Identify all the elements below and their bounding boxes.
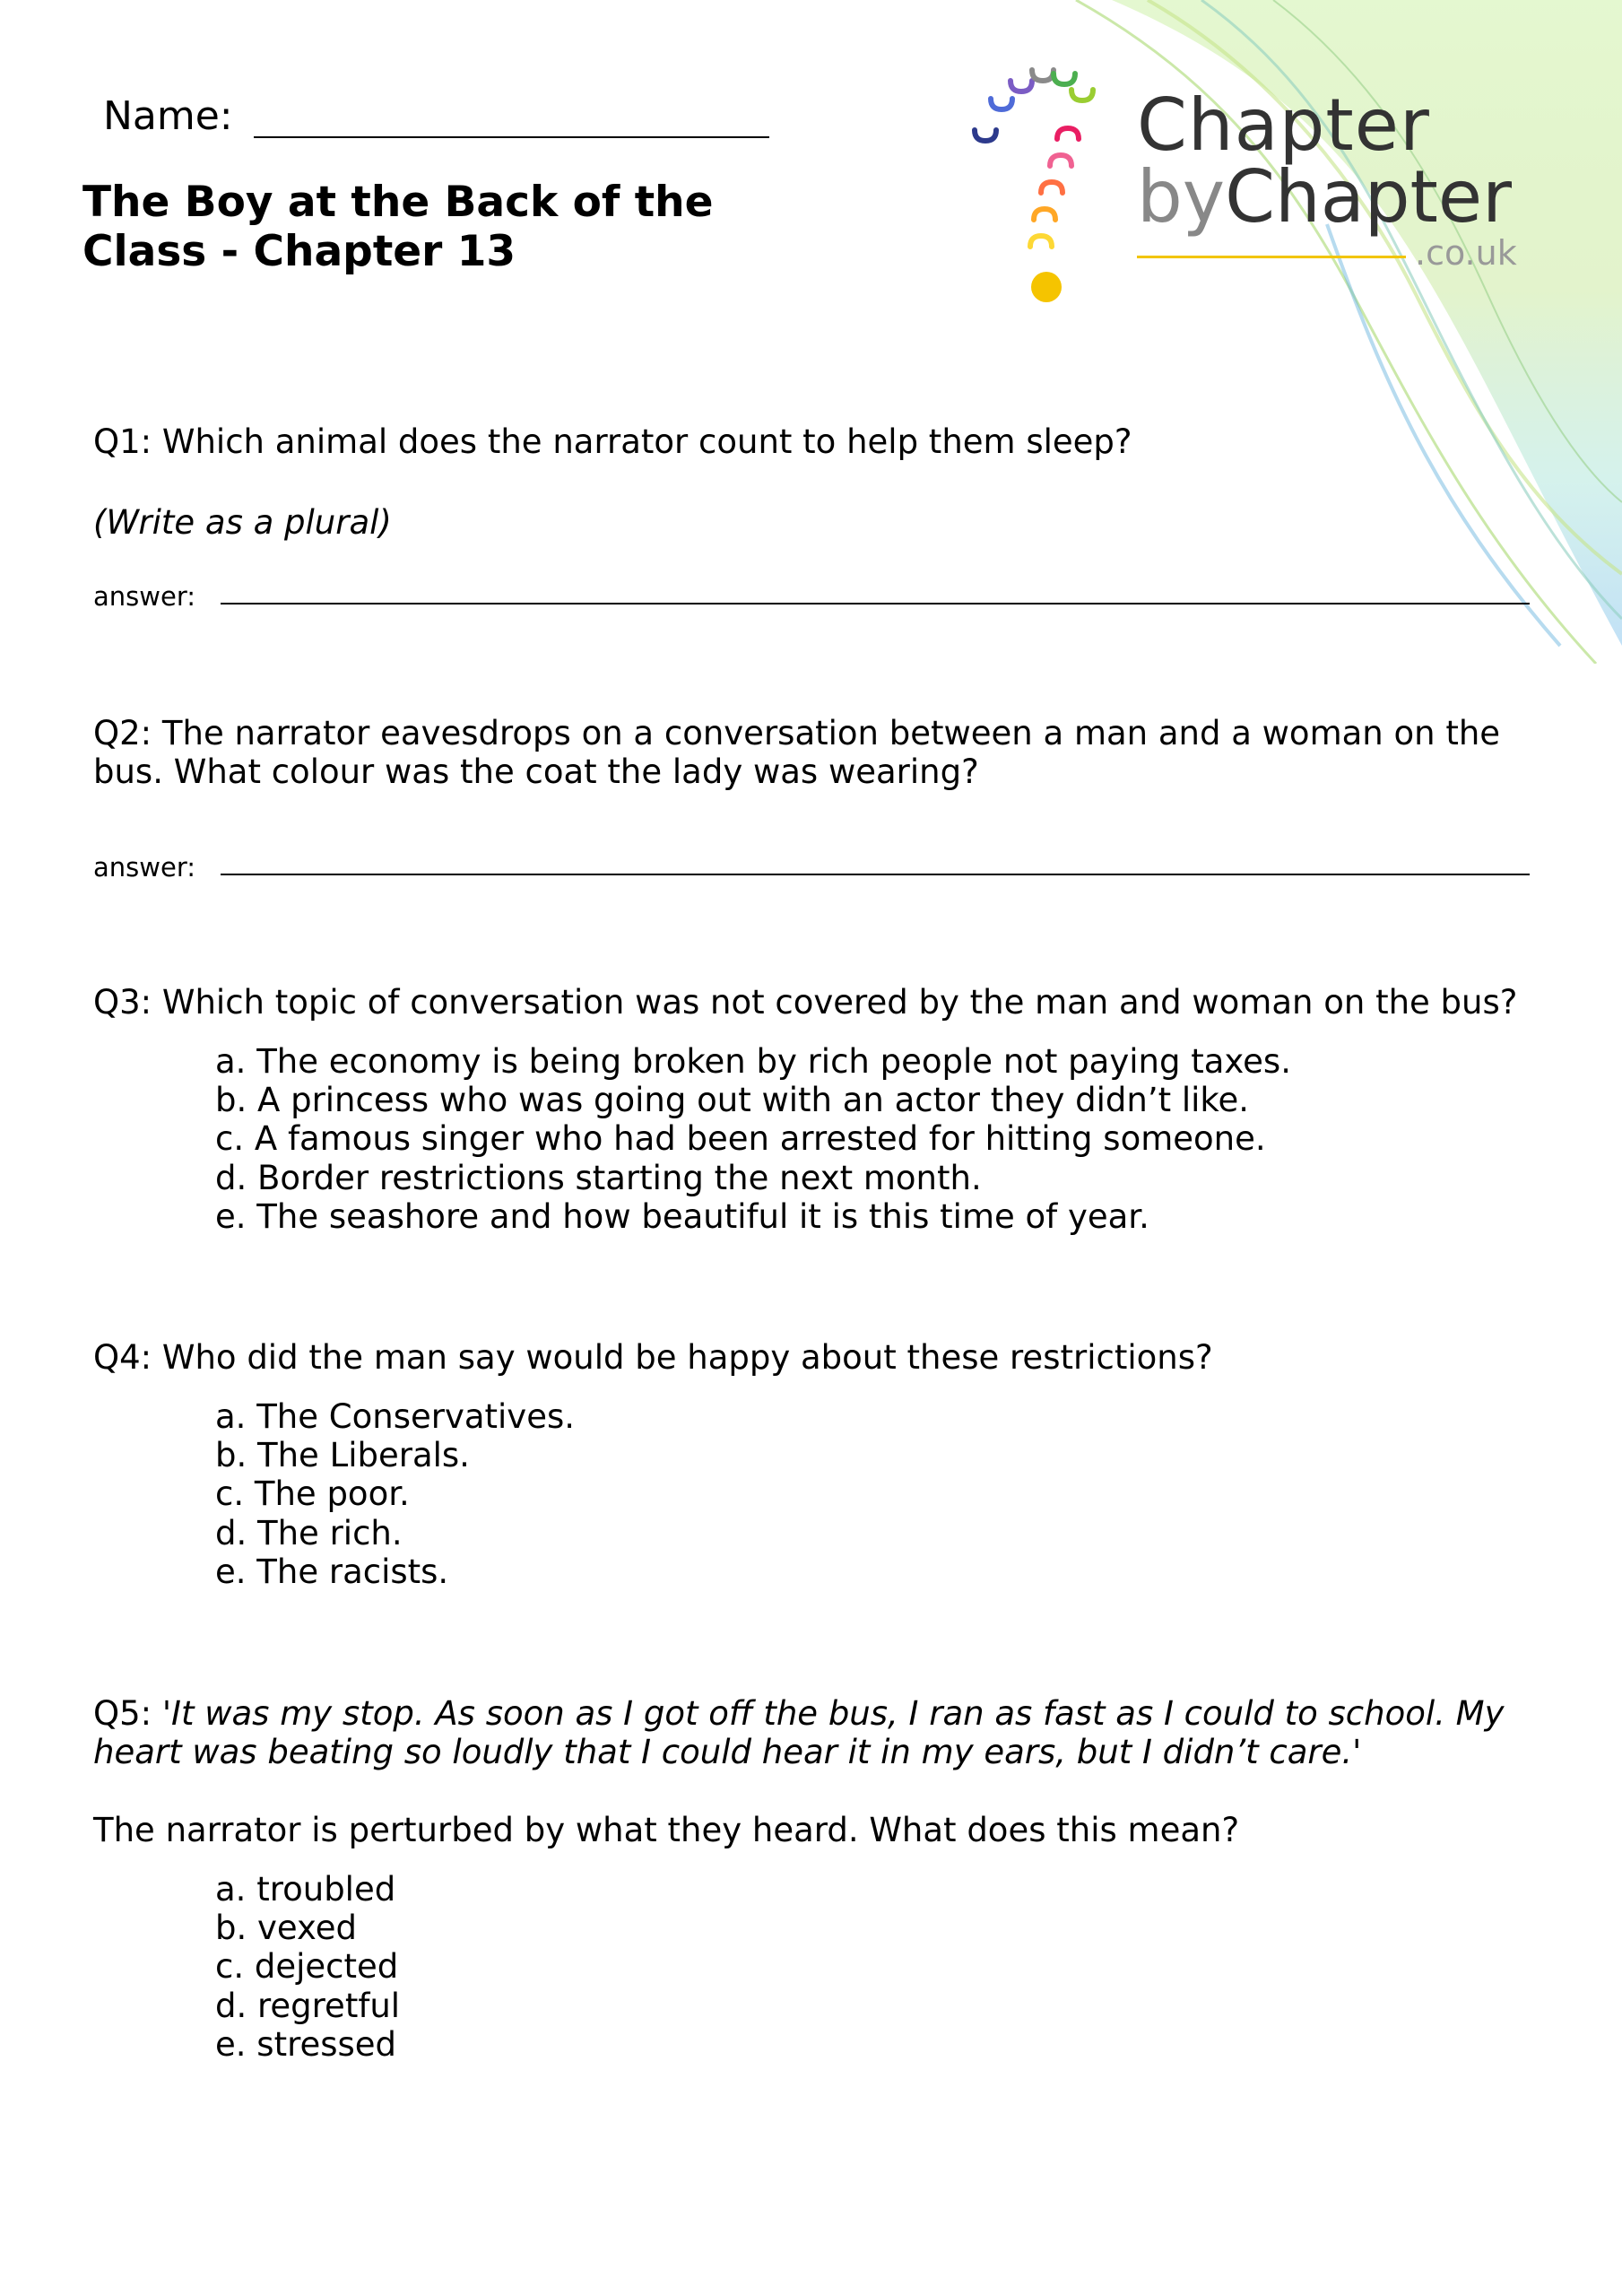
name-label: Name: <box>103 93 233 139</box>
option-b[interactable]: b. The Liberals. <box>215 1436 470 1475</box>
question-5-prompt: The narrator is perturbed by what they heard. What does this mean? <box>93 1811 1240 1849</box>
question-2-prompt: Q2: The narrator eavesdrops on a conversation between a man and a woman on the bus. What colour was the coat the lady was wearing? <box>93 714 1501 791</box>
question-1-answer-line[interactable] <box>221 603 1530 604</box>
question-1-prompt: Q1: Which animal does the narrator count to help them sleep? <box>93 422 1132 461</box>
option-c[interactable]: c. dejected <box>215 1947 399 1987</box>
option-c[interactable]: c. A famous singer who had been arrested for hitting someone. <box>215 1119 1266 1159</box>
option-a[interactable]: a. The economy is being broken by rich people not paying taxes. <box>215 1042 1291 1081</box>
option-d[interactable]: d. The rich. <box>215 1513 403 1552</box>
option-a[interactable]: a. troubled <box>215 1870 396 1909</box>
option-e[interactable]: e. The seashore and how beautiful it is this time of year. <box>215 1196 1149 1236</box>
question-5-prefix: Q5: <box>93 1694 162 1733</box>
answer-label: answer: <box>93 852 196 883</box>
question-3-options <box>215 1042 1291 1236</box>
question-3-prompt: Q3: Which topic of conversation was not covered by the man and woman on the bus? <box>93 983 1518 1022</box>
logo-domain: .co.uk <box>1415 233 1517 273</box>
chapter-by-chapter-logo <box>1137 83 1531 273</box>
question-4-options <box>215 1397 575 1591</box>
option-e[interactable]: e. The racists. <box>215 1552 449 1591</box>
option-e[interactable]: e. stressed <box>215 2024 397 2064</box>
logo-word-chapter: Chapter <box>1137 83 1430 167</box>
logo-underline <box>1137 256 1406 258</box>
option-c[interactable]: c. The poor. <box>215 1474 410 1514</box>
option-b[interactable]: b. vexed <box>215 1909 358 1948</box>
question-2-answer-line[interactable] <box>221 874 1530 875</box>
option-d[interactable]: d. regretful <box>215 1986 401 2025</box>
question-4-prompt: Q4: Who did the man say would be happy about these restrictions? <box>93 1338 1213 1377</box>
option-b[interactable]: b. A princess who was going out with an actor they didn’t like. <box>215 1081 1250 1120</box>
worksheet-title: The Boy at the Back of the Class - Chapter 13 <box>82 178 714 276</box>
name-field-line[interactable] <box>254 136 769 138</box>
chapter-by-chapter-logo-icon <box>964 54 1121 314</box>
question-5-options <box>215 1870 400 2064</box>
question-5-quote: Q5: 'It was my stop. As soon as I got off the bus, I ran as fast as I could to school. My heart was beating so loudly that I could hear it in my ears, but I didn’t care.' <box>93 1694 1505 1771</box>
answer-label: answer: <box>93 581 196 612</box>
option-d[interactable]: d. Border restrictions starting the next month. <box>215 1158 982 1197</box>
option-a[interactable]: a. The Conservatives. <box>215 1397 576 1436</box>
logo-word-bychapter: byChapter <box>1137 155 1512 239</box>
question-1-instruction: (Write as a plural) <box>93 503 392 542</box>
